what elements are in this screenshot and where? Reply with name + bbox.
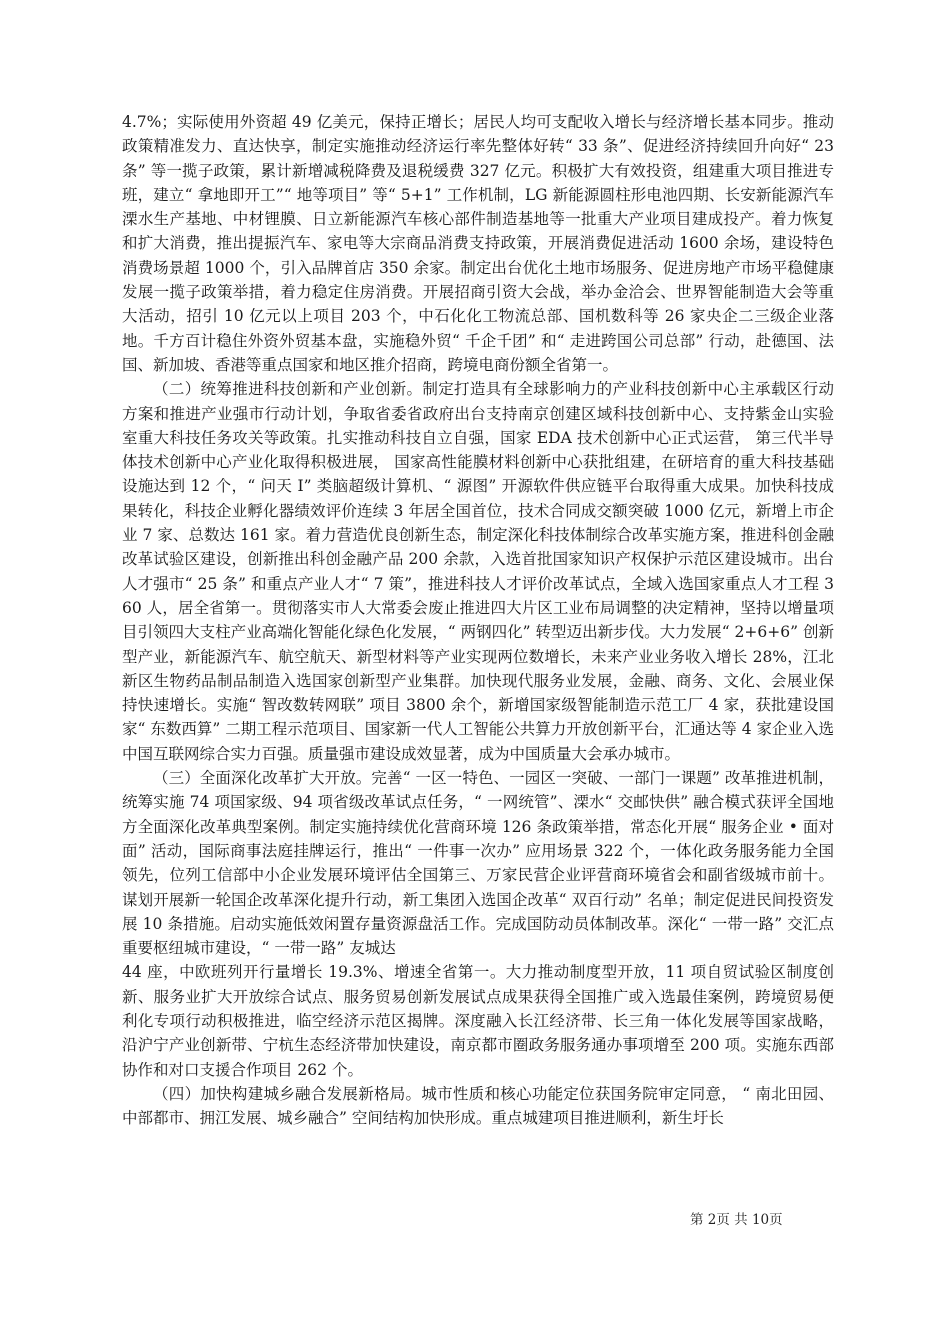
document-body	[122, 110, 834, 1130]
paragraph-economy-summary: 4.7%；实际使用外资超 49 亿美元，保持正增长；居民人均可支配收入增长与经济增长基本同步。推动政策精准发力、直达快享，制定实施推动经济运行率先整体好转“ 33 条”、促进经济持续回升向好“ 23 条” 等一揽子政策，累计新增减税降费及退税缓费 327 亿元。积极扩大有效投资，组建重大项目推进专班，建立“ 拿地即开工”“ 地等项目” 等“ 5+1” 工作机制，LG 新能源圆柱形电池四期、长安新能源汽车溧水生产基地、中材锂膜、日立新能源汽车核心部件制造基地等一批重大产业项目建成投产。着力恢复和扩大消费，推出提振汽车、家电等大宗商品消费支持政策，开展消费促进活动 1600 余场，建设特色消费场景超 1000 个，引入品牌首店 350 余家。制定出台优化土地市场服务、促进房地产市场平稳健康发展一揽子政策举措，着力稳定住房消费。开展招商引资大会战，举办金洽会、世界智能制造大会等重大活动，招引 10 亿元以上项目 203 个，中石化化工物流总部、国机数科等 26 家央企二三级企业落地。千方百计稳住外资外贸基本盘，实施稳外贸“ 千企千团” 和“ 走进跨国公司总部” 行动，赴德国、法国、新加坡、香港等重点国家和地区推介招商，跨境电商份额全省第一。	[122, 113, 834, 374]
paragraph-section-2-tech-innovation: （二）统筹推进科技创新和产业创新。制定打造具有全球影响力的产业科技创新中心主承载区行动方案和推进产业强市行动计划，争取省委省政府出台支持南京创建区域科技创新中心、支持紫金山实验室重大科技任务攻关等政策。扎实推动科技自立自强，国家 EDA 技术创新中心正式运营， 第三代半导体技术创新中心产业化取得积极进展， 国家高性能膜材料创新中心获批组建，在研培育的重大科技基础设施达到 12 个，“ 问天 I” 类脑超级计算机、“ 源图” 开源软件供应链平台取得重大成果。加快科技成果转化，科技企业孵化器绩效评价连续 3 年居全国首位，技术合同成交额突破 1000 亿元，新增上市企业 7 家、总数达 161 家。着力营造优良创新生态，制定深化科技体制综合改革实施方案，推进科创金融改革试验区建设，创新推出科创金融产品 200 余款，入选首批国家知识产权保护示范区建设城市。出台人才强市“ 25 条” 和重点产业人才“ 7 策”，推进科技人才评价改革试点，全域入选国家重点人才工程 360 人，居全省第一。贯彻落实市人大常委会废止推进四大片区工业布局调整的决定精神，坚持以增量项目引领四大支柱产业高端化智能化绿色化发展，“ 两钢四化” 转型迈出新步伐。大力发展“ 2+6+6” 创新型产业，新能源汽车、航空航天、新型材料等产业实现两位数增长，未来产业业务收入增长 28%，江北新区生物药品制品制造入选国家创新型产业集群。加快现代服务业发展，金融、商务、文化、会展业保持快速增长。实施“ 智改数转网联” 项目 3800 余个，新增国家级智能制造示范工厂 4 家，获批建设国家“ 东数西算” 二期工程示范项目、国家新一代人工智能公共算力开放创新平台，汇通达等 4 家企业入选中国互联网综合实力百强。质量强市建设成效显著，成为中国质量大会承办城市。	[122, 380, 834, 763]
paragraph-section-3-continued: 44 座，中欧班列开行量增长 19.3%、增速全省第一。大力推动制度型开放，11 项自贸试验区制度创新、服务业扩大开放综合试点、服务贸易创新发展试点成果获得全国推广或入选最佳案例，跨境贸易便利化专项行动积极推进，临空经济示范区揭牌。深度融入长江经济带、长三角一体化发展等国家战略，沿沪宁产业创新带、宁杭生态经济带加快建设，南京都市圈政务服务通办事项增至 200 项。实施东西部协作和对口支援合作项目 262 个。	[122, 963, 834, 1079]
page-number-footer: 第 2页 共 10页	[690, 1212, 783, 1228]
paragraph-section-4-urban-rural: （四）加快构建城乡融合发展新格局。城市性质和核心功能定位获国务院审定同意， “ 南北田园、中部都市、拥江发展、城乡融合” 空间结构加快形成。重点城建项目推进顺利，新生圩长	[122, 1084, 835, 1128]
paragraph-section-3-reform-opening: （三）全面深化改革扩大开放。完善“ 一区一特色、一园区一突破、一部门一课题” 改革推进机制，统筹实施 74 项国家级、94 项省级改革试点任务，“ 一网统管”、溧水“ 交邮快供” 融合模式获评全国地方全面深化改革典型案例。制定实施持续优化营商环境 126 条政策举措，常态化开展“ 服务企业 • 面对面” 活动，国际商事法庭挂牌运行，推出“ 一件事一次办” 应用场景 322 个，一体化政务服务能力全国领先，位列工信部中小企业发展环境评估全国第三、万家民营企业评营商环境省会和副省级城市前十。谋划开展新一轮国企改革深化提升行动，新工集团入选国企改革“ 双百行动” 名单；制定促进民间投资发展 10 条措施。启动实施低效闲置存量资源盘活工作。完成国防动员体制改革。深化“ 一带一路” 交汇点重要枢纽城市建设，“ 一带一路” 友城达	[122, 769, 834, 958]
